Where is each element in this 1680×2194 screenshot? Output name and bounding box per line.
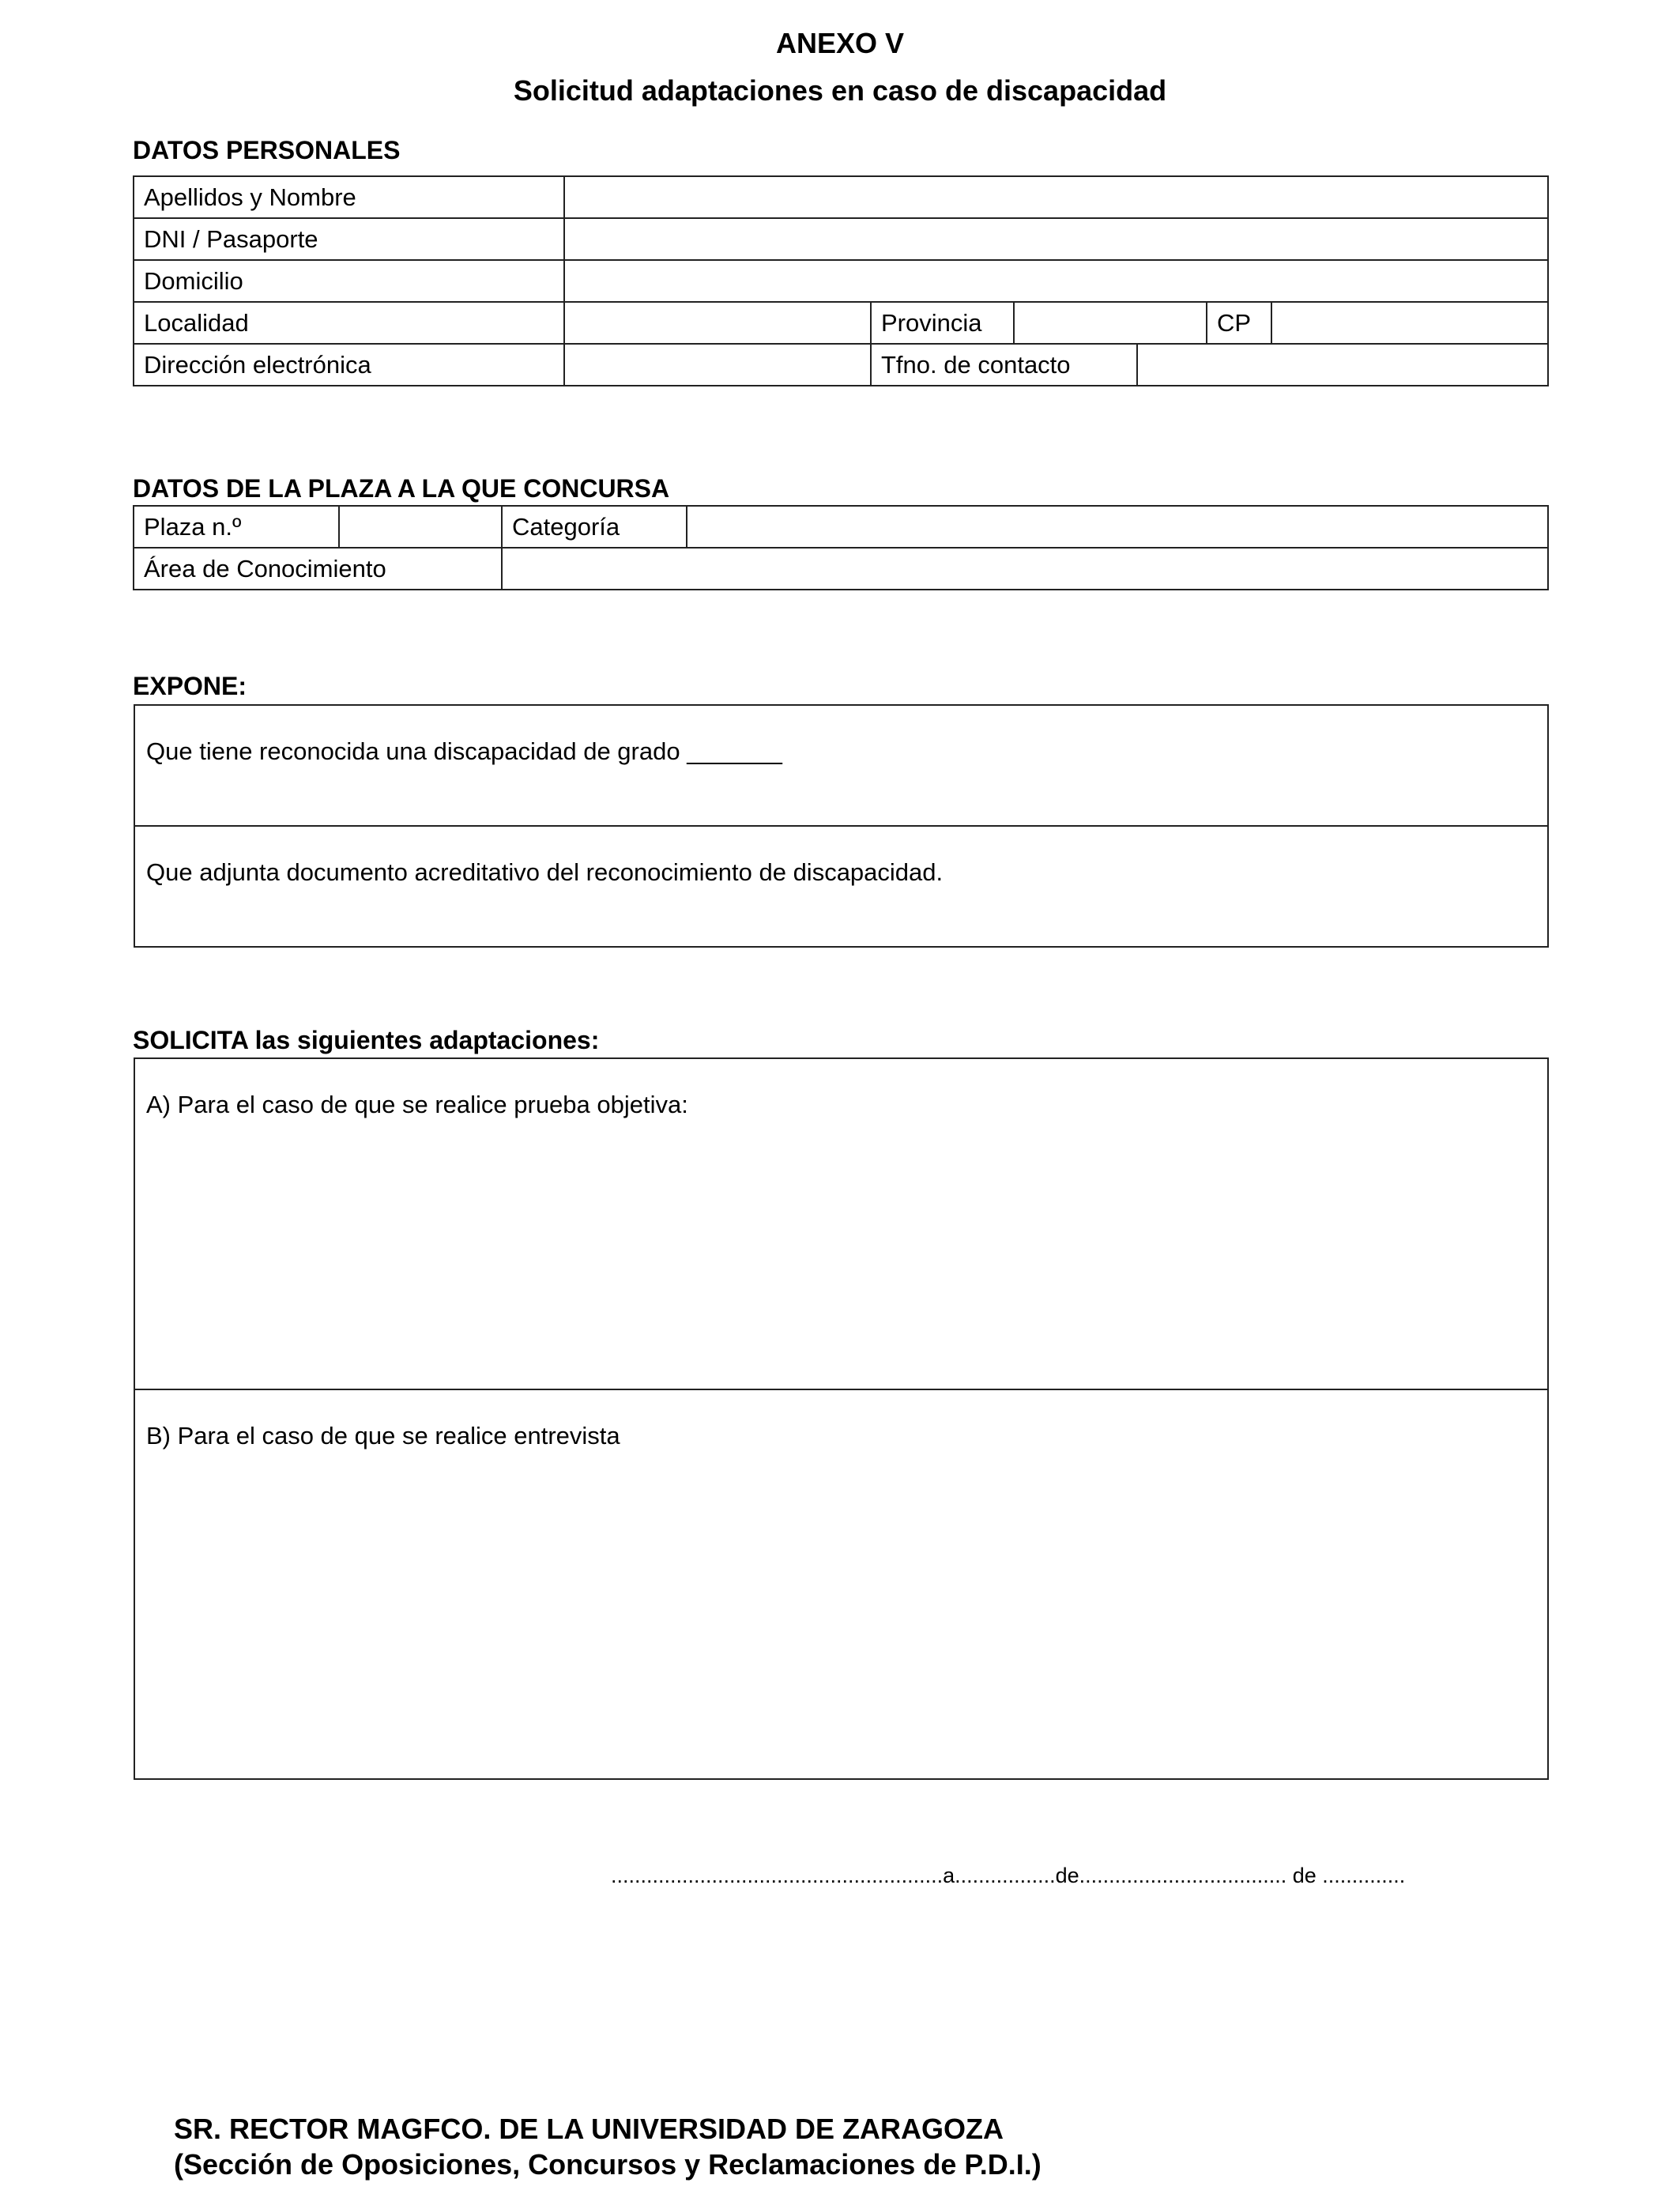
recipient-line: SR. RECTOR MAGFCO. DE LA UNIVERSIDAD DE ZARAGOZA — [174, 2113, 1004, 2145]
personal-data-table — [133, 175, 1549, 386]
email-field[interactable] — [564, 344, 871, 386]
document-subtitle: Solicitud adaptaciones en caso de discapacidad — [513, 74, 1167, 107]
cp-label: CP — [1207, 302, 1271, 344]
personal-data-heading: DATOS PERSONALES — [133, 136, 401, 164]
expone-row-documento[interactable] — [135, 827, 1547, 948]
recipient-section-line: (Sección de Oposiciones, Concursos y Reclamaciones de P.D.I.) — [174, 2148, 1042, 2181]
solicita-option-a[interactable] — [135, 1059, 1547, 1390]
document-title: ANEXO V — [775, 27, 905, 59]
telefono-label: Tfno. de contacto — [871, 344, 1137, 386]
solicita-heading: SOLICITA las siguientes adaptaciones: — [133, 1026, 600, 1054]
localidad-label: Localidad — [134, 302, 564, 344]
provincia-label: Provincia — [871, 302, 1014, 344]
solicita-option-b[interactable] — [135, 1390, 1547, 1780]
domicilio-label: Domicilio — [134, 260, 564, 302]
apellidos-field[interactable] — [564, 176, 1548, 218]
dni-field[interactable] — [564, 218, 1548, 260]
telefono-field[interactable] — [1137, 344, 1548, 386]
expone-grado-text: Que tiene reconocida una discapacidad de grado _______ — [146, 737, 782, 765]
categoria-label: Categoría — [502, 506, 687, 548]
email-label: Dirección electrónica — [134, 344, 564, 386]
plaza-table — [133, 505, 1549, 590]
plaza-number-label: Plaza n.º — [134, 506, 339, 548]
expone-documento-text: Que adjunta documento acreditativo del reconocimiento de discapacidad. — [146, 858, 944, 886]
solicita-box — [134, 1057, 1549, 1780]
option-a-text: A) Para el caso de que se realice prueba objetiva: — [146, 1091, 688, 1118]
domicilio-field[interactable] — [564, 260, 1548, 302]
categoria-field[interactable] — [687, 506, 1548, 548]
localidad-field[interactable] — [564, 302, 871, 344]
area-label: Área de Conocimiento — [134, 548, 502, 590]
apellidos-label: Apellidos y Nombre — [134, 176, 564, 218]
plaza-heading: DATOS DE LA PLAZA A LA QUE CONCURSA — [133, 474, 670, 503]
dni-label: DNI / Pasaporte — [134, 218, 564, 260]
expone-heading: EXPONE: — [133, 672, 247, 700]
plaza-number-field[interactable] — [339, 506, 502, 548]
area-field[interactable] — [502, 548, 1548, 590]
place-date-line: ........................................................a.................de................................... de .............. — [611, 1864, 1406, 1887]
option-b-text: B) Para el caso de que se realice entrevista — [146, 1422, 620, 1449]
cp-field[interactable] — [1271, 302, 1548, 344]
expone-box — [134, 704, 1549, 948]
expone-row-grado[interactable] — [135, 706, 1547, 827]
provincia-field[interactable] — [1014, 302, 1207, 344]
